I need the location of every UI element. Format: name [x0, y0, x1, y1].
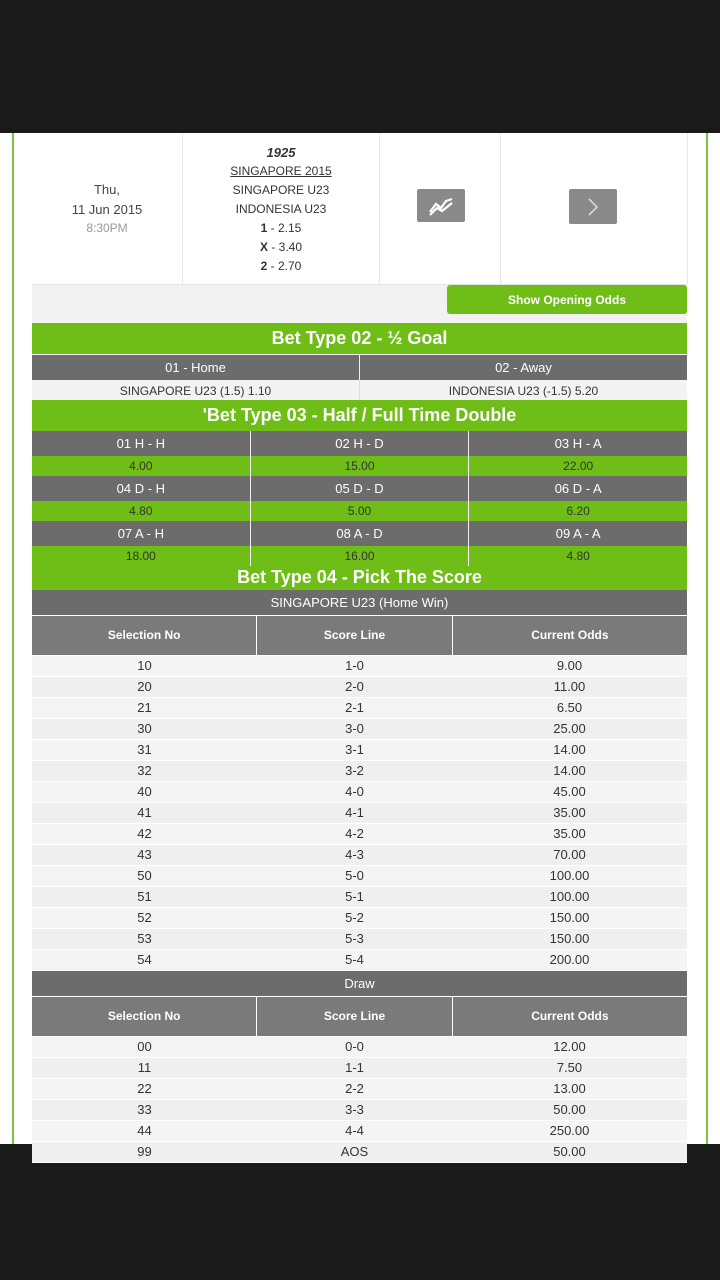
- score-line: 3-0: [345, 721, 364, 736]
- bet-type-02-values: [32, 380, 687, 400]
- table-row[interactable]: [32, 782, 687, 803]
- current-odds: 100.00: [549, 868, 590, 883]
- odds-away: 2 - 2.70: [260, 259, 302, 273]
- bet03-odds-row: [32, 546, 687, 566]
- current-odds: 50.00: [553, 1102, 586, 1117]
- current-odds: 11.00: [553, 679, 586, 694]
- match-day: Thu,: [93, 182, 120, 197]
- selection-no: 11: [137, 1060, 152, 1075]
- col-current-odds: Current Odds: [452, 616, 687, 655]
- table-row[interactable]: [32, 719, 687, 740]
- selection-no: 50: [137, 868, 152, 883]
- score-line: 5-2: [345, 910, 364, 925]
- bet03-label: 04 D - H: [116, 481, 166, 496]
- table-row[interactable]: [32, 803, 687, 824]
- current-odds: 150.00: [549, 931, 590, 946]
- table-row[interactable]: [32, 929, 687, 950]
- table-row[interactable]: [32, 1121, 687, 1142]
- table-row[interactable]: [32, 1142, 687, 1163]
- score-line: 2-1: [345, 700, 364, 715]
- selection-no: 52: [137, 910, 152, 925]
- bet-type-02-headers: [32, 354, 687, 380]
- odds-draw: X - 3.40: [259, 240, 303, 254]
- table-row[interactable]: [32, 1079, 687, 1100]
- bet03-label: 05 D - D: [250, 476, 469, 501]
- selection-no: 10: [137, 658, 152, 673]
- bet03-label-row: [32, 521, 687, 546]
- home-team: SINGAPORE U23: [232, 183, 330, 197]
- bet03-label-row: [32, 476, 687, 501]
- col-selection-no: Selection No: [107, 628, 181, 642]
- current-odds: 7.50: [556, 1060, 583, 1075]
- table-row[interactable]: [32, 845, 687, 866]
- selection-no: 20: [137, 679, 152, 694]
- bet03-label: 06 D - A: [468, 476, 687, 501]
- selection-no: 32: [137, 763, 152, 778]
- chart-line-icon: [428, 196, 454, 216]
- score-line: 4-4: [345, 1123, 364, 1138]
- bet03-label: 09 A - A: [468, 521, 687, 546]
- bet03-label: 07 A - H: [117, 526, 164, 541]
- current-odds: 14.00: [553, 742, 586, 757]
- bet03-odds[interactable]: 4.80: [129, 504, 153, 518]
- bet-type-04-title: Bet Type 04 - Pick The Score: [32, 566, 687, 590]
- stats-button[interactable]: [417, 189, 465, 222]
- col-score-line: Score Line: [256, 616, 451, 655]
- current-odds: 70.00: [553, 847, 586, 862]
- table-row[interactable]: [32, 887, 687, 908]
- table-row[interactable]: [32, 950, 687, 971]
- score-line: 1-1: [345, 1060, 364, 1075]
- score-line: 3-3: [345, 1102, 364, 1117]
- current-odds: 35.00: [553, 805, 586, 820]
- match-row: [32, 133, 687, 285]
- chevron-right-icon: [586, 196, 600, 218]
- match-id: 1925: [266, 145, 296, 160]
- right-border: [706, 133, 708, 1144]
- bet03-odds[interactable]: 6.20: [468, 501, 687, 521]
- selection-no: 22: [137, 1081, 152, 1096]
- bet03-odds[interactable]: 22.00: [468, 456, 687, 476]
- bet-type-03-title: 'Bet Type 03 - Half / Full Time Double: [32, 400, 687, 431]
- current-odds: 45.00: [553, 784, 586, 799]
- bet03-label: 03 H - A: [468, 431, 687, 456]
- bet02-away-odds[interactable]: INDONESIA U23 (-1.5) 5.20: [359, 380, 687, 400]
- show-opening-odds-button[interactable]: Show Opening Odds: [447, 285, 687, 314]
- match-info-cell: [183, 133, 380, 284]
- draw-table-body: [32, 1036, 687, 1163]
- table-row[interactable]: [32, 1058, 687, 1079]
- score-line: 4-0: [345, 784, 364, 799]
- selection-no: 99: [137, 1144, 152, 1159]
- score-line: 5-3: [345, 931, 364, 946]
- next-cell: [501, 133, 688, 284]
- score-line: 5-1: [345, 889, 364, 904]
- selection-no: 21: [137, 700, 152, 715]
- current-odds: 35.00: [553, 826, 586, 841]
- bet02-home-header: 01 - Home: [165, 360, 226, 375]
- selection-no: 42: [137, 826, 152, 841]
- selection-no: 33: [137, 1102, 152, 1117]
- bet03-label: 08 A - D: [250, 521, 469, 546]
- page: [0, 133, 720, 1159]
- table-row[interactable]: [32, 824, 687, 845]
- col-score-line: Score Line: [256, 997, 451, 1036]
- bet-type-02-title: Bet Type 02 - ½ Goal: [32, 323, 687, 354]
- bet03-label: 01 H - H: [116, 436, 166, 451]
- match-time: 8:30PM: [86, 221, 128, 235]
- selection-no: 31: [137, 742, 152, 757]
- bet03-odds[interactable]: 5.00: [250, 501, 469, 521]
- selection-no: 00: [137, 1039, 152, 1054]
- score-line: 5-0: [345, 868, 364, 883]
- home-win-header: SINGAPORE U23 (Home Win): [32, 590, 687, 615]
- score-line: 4-1: [345, 805, 364, 820]
- selection-no: 41: [137, 805, 152, 820]
- current-odds: 14.00: [553, 763, 586, 778]
- current-odds: 25.00: [553, 721, 586, 736]
- stats-cell: [381, 133, 501, 284]
- table-row[interactable]: [32, 677, 687, 698]
- current-odds: 6.50: [556, 700, 583, 715]
- bet02-home-odds[interactable]: SINGAPORE U23 (1.5) 1.10: [119, 384, 272, 398]
- score-line: 3-1: [345, 742, 364, 757]
- league-link[interactable]: SINGAPORE 2015: [230, 164, 332, 178]
- table-row[interactable]: [32, 1037, 687, 1058]
- selection-no: 51: [137, 889, 152, 904]
- selection-no: 53: [137, 931, 152, 946]
- selection-no: 40: [137, 784, 152, 799]
- selection-no: 54: [137, 952, 152, 967]
- current-odds: 250.00: [549, 1123, 590, 1138]
- bet03-label-row: [32, 431, 687, 456]
- bet03-label: 02 H - D: [250, 431, 469, 456]
- table-row[interactable]: [32, 1100, 687, 1121]
- left-border: [12, 133, 14, 1144]
- current-odds: 12.00: [553, 1039, 586, 1054]
- score-line: 3-2: [345, 763, 364, 778]
- bet03-odds-row: [32, 501, 687, 521]
- current-odds: 13.00: [553, 1081, 586, 1096]
- current-odds: 50.00: [553, 1144, 586, 1159]
- home-win-table-body: [32, 655, 687, 971]
- bet03-odds[interactable]: 18.00: [125, 549, 156, 563]
- score-line: 4-2: [345, 826, 364, 841]
- bet03-odds[interactable]: 4.80: [468, 546, 687, 566]
- current-odds: 100.00: [549, 889, 590, 904]
- table-row[interactable]: [32, 908, 687, 929]
- current-odds: 9.00: [556, 658, 583, 673]
- bet03-odds[interactable]: 16.00: [250, 546, 469, 566]
- match-date: 11 Jun 2015: [71, 202, 143, 217]
- next-button[interactable]: [569, 189, 617, 224]
- selection-no: 30: [137, 721, 152, 736]
- current-odds: 200.00: [549, 952, 590, 967]
- col-current-odds: Current Odds: [452, 997, 687, 1036]
- score-line: 5-4: [345, 952, 364, 967]
- score-line: 2-2: [345, 1081, 364, 1096]
- selection-no: 44: [137, 1123, 152, 1138]
- score-line: 1-0: [345, 658, 364, 673]
- away-team: INDONESIA U23: [235, 202, 327, 216]
- match-date-cell: [32, 133, 183, 284]
- score-line: 4-3: [345, 847, 364, 862]
- home-win-table-header: [32, 615, 687, 655]
- table-row[interactable]: [32, 866, 687, 887]
- table-row[interactable]: [32, 761, 687, 782]
- current-odds: 150.00: [549, 910, 590, 925]
- col-selection-no: Selection No: [107, 1009, 181, 1023]
- selection-no: 43: [137, 847, 152, 862]
- draw-header: Draw: [32, 971, 687, 996]
- opening-odds-bar: [32, 285, 687, 323]
- bet03-odds[interactable]: 4.00: [129, 459, 153, 473]
- odds-content: [32, 133, 687, 1163]
- table-row[interactable]: [32, 656, 687, 677]
- bet03-odds[interactable]: 15.00: [250, 456, 469, 476]
- bet02-away-header: 02 - Away: [359, 355, 687, 380]
- draw-table-header: [32, 996, 687, 1036]
- table-row[interactable]: [32, 740, 687, 761]
- score-line: 0-0: [345, 1039, 364, 1054]
- table-row[interactable]: [32, 698, 687, 719]
- bet03-odds-row: [32, 456, 687, 476]
- score-line: 2-0: [345, 679, 364, 694]
- odds-home: 1 - 2.15: [260, 221, 302, 235]
- score-line: AOS: [340, 1144, 369, 1159]
